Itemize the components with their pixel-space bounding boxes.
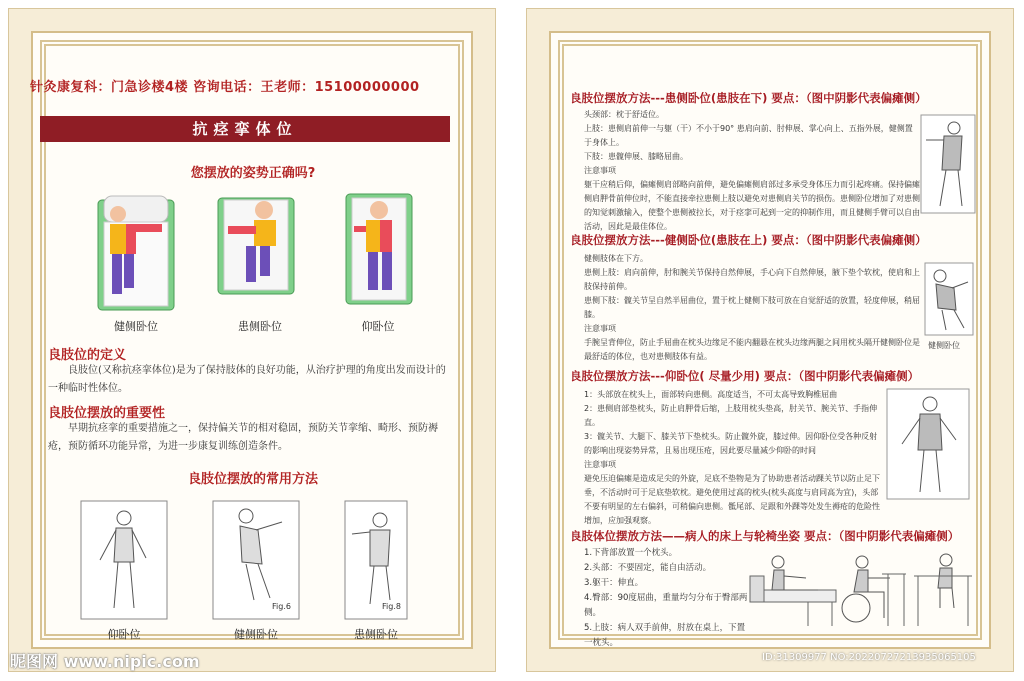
section1-figure (920, 114, 976, 214)
s2-line: 手腕呈背伸位，防止手屈曲在枕头边缘足不能内翻悬在枕头边缘两腿之间用枕头隔开健侧卧位是最舒适的体位，也对患侧肢体有益。 (584, 338, 920, 361)
wheelchair-sketch (838, 548, 908, 628)
section2-figure-caption: 健侧卧位 (928, 341, 960, 350)
section4-heading: 良肢体位摆放方法——病人的床上与轮椅坐姿 要点：（图中阴影代表偏瘫侧） (570, 529, 960, 543)
definition-heading: 良肢位的定义 (48, 348, 127, 363)
s4-line: 1.下背部放置一个枕头。 (584, 548, 678, 558)
question-heading: 您摆放的姿势正确吗? (190, 166, 316, 181)
s1-line: 上肢：患侧肩前伸一与躯（干）不小于90° 患肩向前、肘伸展、掌心向上、五指外展，健侧置于身体上。 (584, 124, 913, 147)
section1-heading: 良肢位摆放方法---患侧卧位(患肢在下) 要点：（图中阴影代表偏瘫侧） (570, 91, 927, 105)
section1-text (570, 108, 920, 234)
healthy-side-lying-sketch (212, 500, 300, 620)
section4-text (570, 546, 750, 651)
fig-label-6: Fig.6 (272, 602, 291, 611)
s2-line: 患侧下肢：髋关节呈自然半屈曲位，置于枕上健侧下肢可放在自觉舒适的放置，轻度伸展，稍屈膝。 (584, 296, 920, 319)
caption-supine-bottom: 仰卧位 (107, 628, 141, 641)
s1-line: 注意事项 (584, 166, 616, 175)
supine-sketch (80, 500, 168, 620)
s2-line: 健侧肢体在下方。 (584, 254, 648, 263)
s2-line: 患侧上肢：肩向前伸，肘和腕关节保持自然伸展，手心向下自然伸展，腋下垫个软枕，使肩和上肢保持前伸。 (584, 268, 920, 291)
caption-affected-side-lying: 患侧卧位 (238, 320, 282, 333)
caption-healthy-side-lying: 健侧卧位 (114, 320, 158, 333)
page-title-banner: 抗痉挛体位 (40, 116, 450, 142)
s3-line: 注意事项 (584, 460, 616, 469)
section3-heading: 良肢位摆放方法---仰卧位( 尽量少用) 要点：（图中阴影代表偏瘫侧） (570, 369, 920, 383)
s4-line: 3.躯干：伸直。 (584, 578, 644, 588)
s1-line: 下肢：患髋伸展、膝略屈曲。 (584, 152, 688, 161)
s2-line: 注意事项 (584, 324, 616, 333)
section2-figure (924, 262, 974, 336)
s1-line: 躯干应稍后仰，偏瘫侧肩部略向前伸，避免偏瘫侧肩部过多承受身体压力而引起疼痛。保持偏瘫侧肩胛骨前伸位时，不能直接牵拉患侧上肢以避免对患侧肩关节的损伤。患侧卧位增加了对患侧的知觉刺激输入，使整个患侧被拉长，对于痉挛可起到一定的抑制作用，而且健侧手臂可以自由活动，因此是最佳体位。 (584, 180, 920, 231)
bed-sitting-sketch (748, 548, 838, 628)
caption-affected-side-bottom: 患侧卧位 (354, 628, 398, 641)
s4-line: 4.臀部：90度屈曲，重量均匀分布于臀部两侧。 (584, 593, 748, 618)
healthy-side-lying-illustration (96, 192, 176, 314)
s3-line: 1：头部放在枕头上，面部转向患侧。高度适当，不可太高导致胸椎屈曲 (584, 390, 838, 399)
caption-supine: 仰卧位 (361, 320, 395, 333)
watermark-right: ID:31309977 NO:20220727213935065105 (762, 652, 976, 663)
section2-heading: 良肢位摆放方法---健侧卧位(患肢在上) 要点：（图中阴影代表偏瘫侧） (570, 233, 927, 247)
caption-healthy-side-bottom: 健侧卧位 (234, 628, 278, 641)
s3-line: 避免压迫偏瘫是造成足尖的外旋，足底不垫物是为了协助患者活动踝关节以防止足下垂，不活动时可于足底垫软枕。避免使用过高的枕头(枕头高度与肩同高为宜)，头部不要有明显的左右偏斜，可稍偏向患侧。骶尾部、足跟和外踝等处发生褥疮的危险性增加，应加强观察。 (584, 474, 880, 525)
s1-line: 头颈部：枕于舒适位。 (584, 110, 664, 119)
importance-text: 早期抗痉挛的重要措施之一，保持偏关节的相对稳固，预防关节挛缩、畸形、预防褥疮，预防循环功能异常，为进一步康复训练创造条件。 (48, 423, 438, 452)
importance-heading: 良肢位摆放的重要性 (48, 406, 166, 421)
s3-line: 2：患侧肩部垫枕头，防止肩胛骨后缩，上肢用枕头垫高，肘关节、腕关节、手指伸直。 (584, 404, 878, 427)
section3-text (570, 388, 880, 528)
watermark-left: 昵图网 www.nipic.com (10, 652, 200, 671)
methods-heading: 良肢位摆放的常用方法 (187, 472, 318, 487)
fig-label-8: Fig.8 (382, 602, 401, 611)
section3-figure (886, 388, 970, 500)
s4-line: 5.上肢：病人双手前伸，肘放在桌上，下置一枕头。 (584, 623, 746, 648)
affected-side-lying-sketch (344, 500, 408, 620)
section2-text (570, 252, 920, 364)
supine-illustration (344, 192, 414, 308)
affected-side-lying-illustration (216, 192, 296, 298)
s4-line: 2.头部：不要固定，能自由活动。 (584, 563, 712, 573)
s3-line: 3：髋关节、大腿下、膝关节下垫枕头。防止髋外旋，膝过伸。因仰卧位受各种反射的影响出现姿势异常，且易出现压疮，因此要尽量减少仰卧的时间 (584, 432, 878, 455)
definition-text: 良肢位(又称抗痉挛体位)是为了保持肢体的良好功能，从治疗护理的角度出发而设计的一种临时性体位。 (48, 365, 446, 394)
contact-line: 针灸康复科：门急诊楼4楼 咨询电话：王老师：15100000000 (30, 80, 420, 95)
table-sitting-sketch (910, 548, 976, 628)
